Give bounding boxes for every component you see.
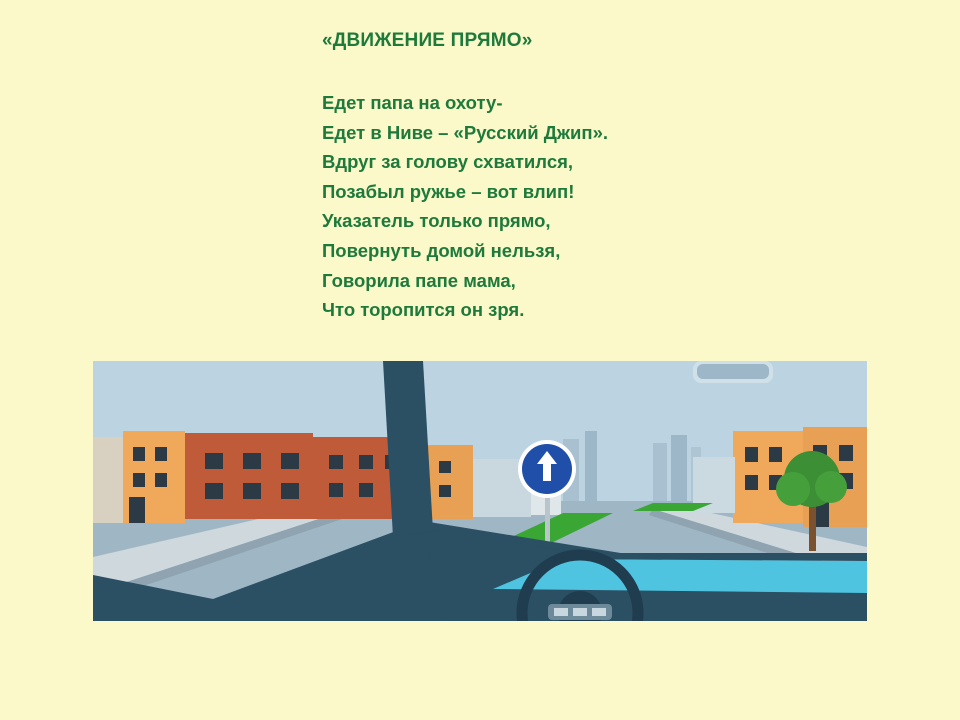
building-red-left bbox=[183, 433, 313, 519]
poem-line: Что торопится он зря. bbox=[322, 299, 525, 321]
poem-line: Указатель только прямо, bbox=[322, 210, 551, 232]
poem-line: Едет в Ниве – «Русский Джип». bbox=[322, 121, 609, 143]
poem-line: Повернуть домой нельзя, bbox=[322, 239, 561, 261]
poem-line: Вдруг за голову схватился, bbox=[322, 151, 574, 173]
poem-line: Позабыл ружье – вот влип! bbox=[322, 180, 575, 202]
poem-line: Едет папа на охоту- bbox=[322, 92, 503, 113]
poem-line: Говорила папе мама, bbox=[322, 269, 516, 291]
illustration-image bbox=[93, 361, 867, 621]
page-title: «ДВИЖЕНИЕ ПРЯМО» bbox=[322, 30, 533, 51]
poem-text bbox=[322, 88, 608, 325]
